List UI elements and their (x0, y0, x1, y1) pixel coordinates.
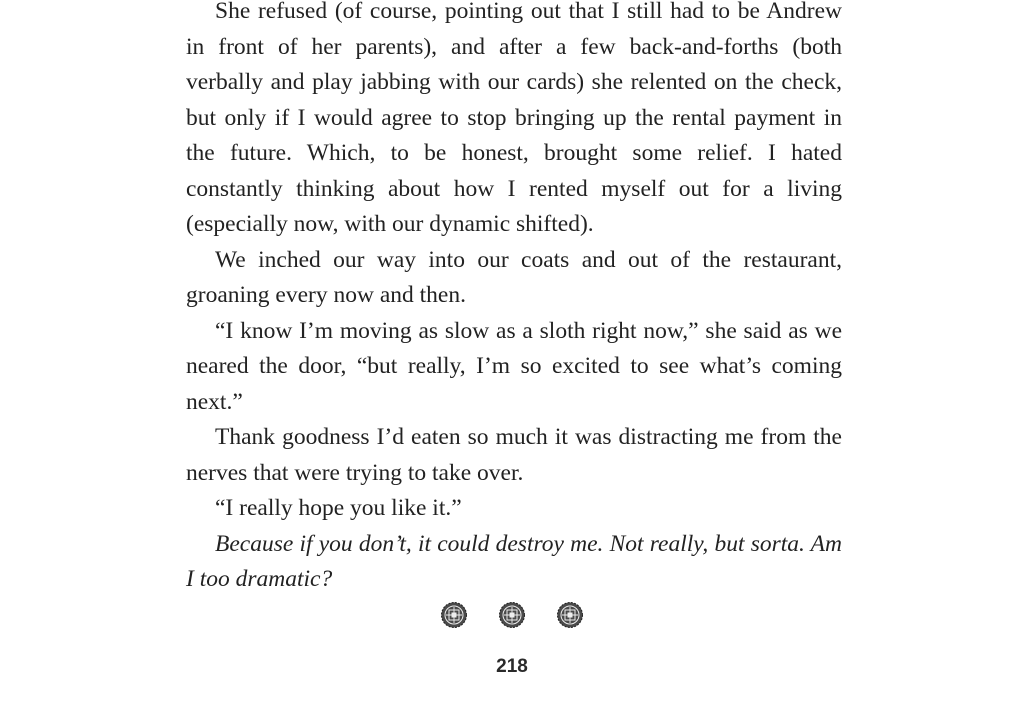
page-body (186, 0, 842, 598)
italic-paragraph: Because if you don’t, it could destroy me. Not really, but sorta. Am I too dramatic? (186, 530, 842, 592)
paragraph: “I really hope you like it.” (215, 495, 462, 521)
mooncake-icon (556, 601, 584, 629)
paragraph: Thank goodness I’d eaten so much it was distracting me from the nerves that were trying to take over. (186, 424, 842, 486)
section-break (0, 601, 1024, 629)
mooncake-icon (498, 601, 526, 629)
paragraph: She refused (of course, pointing out that I still had to be Andrew in front of her parents), and after a few back-and-forths (both verbally and play jabbing with our cards) she relented on the check, but only if I would agree to stop bringing up the rental payment in the future. Which, to be honest, brought some relief. I hated constantly thinking about how I rented myself out for a living (especially now, with our dynamic shifted). (186, 0, 842, 237)
page-number: 218 (496, 656, 528, 677)
paragraph: We inched our way into our coats and out of the restaurant, groaning every now and then. (186, 246, 842, 308)
mooncake-icon (440, 601, 468, 629)
paragraph: “I know I’m moving as slow as a sloth right now,” she said as we neared the door, “but really, I’m so excited to see what’s coming next.” (186, 317, 842, 415)
